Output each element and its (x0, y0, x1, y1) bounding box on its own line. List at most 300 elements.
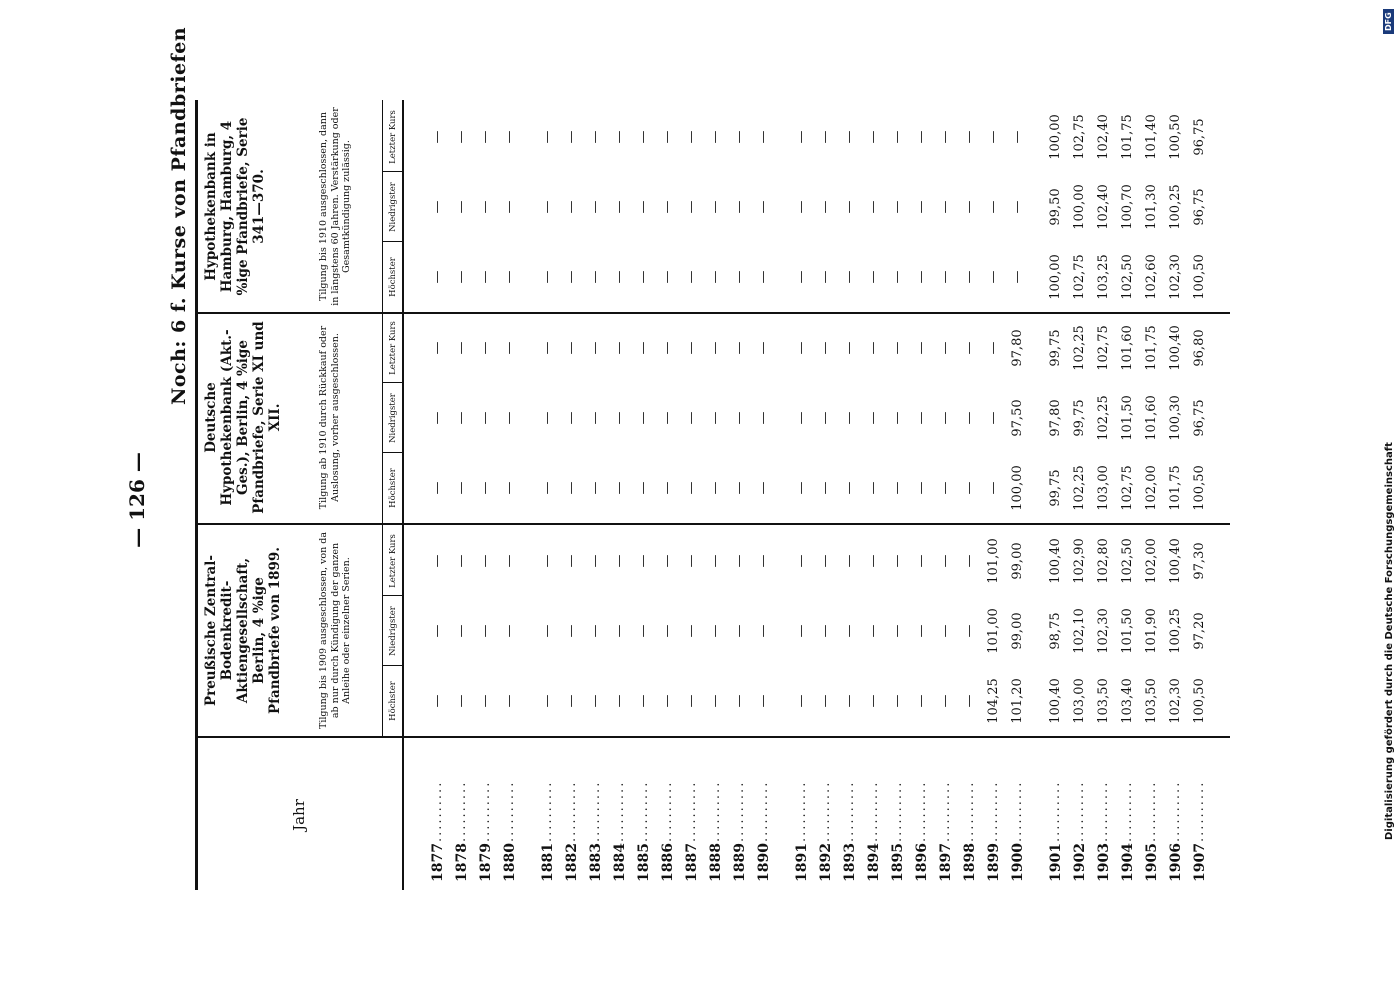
leader-dots: .......... (708, 780, 723, 842)
table-cell: — (794, 694, 809, 708)
table-cell: — (564, 130, 579, 144)
table-cell: — (478, 270, 493, 284)
table-cell: — (708, 130, 723, 144)
year-label: 1880 (502, 843, 518, 882)
table-cell: — (866, 130, 881, 144)
table-cell: — (914, 341, 929, 355)
table-cell: — (564, 270, 579, 284)
table-cell: — (588, 481, 603, 495)
table-cell: — (986, 130, 1001, 144)
table-cell: — (732, 481, 747, 495)
table-cell: — (564, 624, 579, 638)
table-cell: — (732, 554, 747, 568)
year-label: 1877 (430, 843, 446, 882)
table-cell: — (588, 694, 603, 708)
table-cell: — (502, 130, 517, 144)
table-cell: — (842, 200, 857, 214)
table-cell: 103,00 (1072, 678, 1087, 724)
table-cell: — (684, 270, 699, 284)
table-cell: — (794, 554, 809, 568)
year-label: 1889 (732, 843, 748, 882)
table-cell: — (636, 554, 651, 568)
table-cell: — (890, 270, 905, 284)
running-title: Noch: 6 f. Kurse von Pfandbriefen (168, 26, 190, 405)
table-cell: — (938, 554, 953, 568)
leader-dots: .......... (454, 780, 469, 842)
table-cell: — (502, 694, 517, 708)
table-cell: 100,40 (1048, 538, 1063, 584)
table-cell: — (430, 624, 445, 638)
table-cell: — (756, 200, 771, 214)
table-cell: 101,60 (1144, 395, 1159, 441)
dfg-logo: DFG (1383, 9, 1394, 34)
table-cell: — (684, 341, 699, 355)
table-cell: — (454, 624, 469, 638)
bank-divider-1 (195, 523, 1230, 525)
table-cell: — (502, 270, 517, 284)
table-cell: — (756, 341, 771, 355)
table-cell: — (818, 554, 833, 568)
table-cell: — (708, 341, 723, 355)
leader-dots: .......... (1120, 780, 1135, 842)
table-cell: — (842, 270, 857, 284)
table-cell: — (914, 481, 929, 495)
col-header: Letzter Kurs (388, 534, 398, 588)
table-cell: — (588, 200, 603, 214)
table-cell: — (660, 624, 675, 638)
table-cell: — (430, 554, 445, 568)
subcol-rule (382, 171, 404, 172)
table-cell: 97,50 (1010, 399, 1025, 437)
year-label: 1883 (588, 843, 604, 882)
table-cell: — (890, 694, 905, 708)
table-cell: — (708, 694, 723, 708)
table-cell: 101,75 (1144, 325, 1159, 371)
table-cell: — (866, 200, 881, 214)
table-cell: — (636, 130, 651, 144)
table-cell: — (612, 624, 627, 638)
table-cell: — (708, 554, 723, 568)
table-cell: — (454, 200, 469, 214)
table-cell: — (502, 411, 517, 425)
table-cell: — (986, 411, 1001, 425)
year-label: 1885 (636, 843, 652, 882)
table-cell: 103,40 (1120, 678, 1135, 724)
table-cell: 96,75 (1192, 188, 1207, 226)
table-cell: — (660, 481, 675, 495)
table-cell: 100,25 (1168, 184, 1183, 230)
table-cell: — (962, 270, 977, 284)
table-cell: — (540, 624, 555, 638)
table-cell: — (890, 130, 905, 144)
table-cell: — (502, 341, 517, 355)
table-cell: 96,80 (1192, 329, 1207, 367)
subcol-rule (382, 382, 404, 383)
table-cell: — (564, 694, 579, 708)
table-cell: 96,75 (1192, 399, 1207, 437)
table-cell: — (866, 341, 881, 355)
year-label: 1890 (756, 843, 772, 882)
table-cell: — (612, 694, 627, 708)
leader-dots: .......... (962, 780, 977, 842)
table-cell: — (938, 270, 953, 284)
table-cell: — (454, 554, 469, 568)
table-cell: — (890, 200, 905, 214)
year-label: 1884 (612, 843, 628, 882)
table-header-rule (402, 100, 404, 890)
table-cell: — (612, 481, 627, 495)
table-top-rule (195, 100, 198, 890)
table-cell: — (914, 130, 929, 144)
leader-dots: .......... (478, 780, 493, 842)
table-cell: — (564, 481, 579, 495)
funding-note: Digitalisierung gefördert durch die Deutsche Forschungsgemeinschaft (1384, 442, 1395, 840)
subcol-rule (382, 241, 404, 242)
table-cell: — (540, 341, 555, 355)
table-cell: — (962, 694, 977, 708)
table-cell: — (866, 694, 881, 708)
table-cell: — (478, 694, 493, 708)
table-cell: 96,75 (1192, 118, 1207, 156)
table-cell: — (502, 200, 517, 214)
table-cell: — (588, 130, 603, 144)
table-cell: — (818, 481, 833, 495)
table-cell: — (986, 200, 1001, 214)
table-cell: — (478, 624, 493, 638)
table-cell: — (938, 481, 953, 495)
table-cell: — (818, 200, 833, 214)
table-cell: 102,25 (1072, 325, 1087, 371)
table-cell: — (962, 481, 977, 495)
leader-dots: .......... (660, 780, 675, 842)
table-cell: — (732, 624, 747, 638)
table-cell: — (866, 270, 881, 284)
table-cell: — (660, 270, 675, 284)
table-cell: — (660, 411, 675, 425)
table-cell: 100,50 (1192, 465, 1207, 511)
page-number: — 126 — (125, 452, 149, 548)
table-cell: — (660, 341, 675, 355)
table-cell: 100,40 (1168, 538, 1183, 584)
col-header: Höchster (388, 468, 398, 508)
year-column-rule (195, 736, 1230, 738)
table-cell: — (756, 554, 771, 568)
leader-dots: .......... (1072, 780, 1087, 842)
table-cell: — (732, 694, 747, 708)
table-cell: 102,75 (1072, 114, 1087, 160)
leader-dots: .......... (914, 780, 929, 842)
table-cell: 103,00 (1096, 465, 1111, 511)
table-cell: — (684, 130, 699, 144)
table-cell: — (454, 694, 469, 708)
table-cell: — (564, 341, 579, 355)
year-label: 1906 (1168, 843, 1184, 882)
table-cell: 97,80 (1010, 329, 1025, 367)
leader-dots: .......... (684, 780, 699, 842)
leader-dots: .......... (612, 780, 627, 842)
table-cell: — (756, 411, 771, 425)
bank-title-1: Preußische Zentral-Bodenkredit-Aktiengesellschaft, Berlin, 4 %ige Pfandbriefe von 1899. (203, 547, 283, 714)
table-cell: 102,40 (1096, 184, 1111, 230)
bank-note-1: Tilgung bis 1909 ausgeschlossen, von da ab nur durch Kündigung der ganzen Anleihe oder einzelner Serien. (318, 532, 352, 729)
bank-note-3: Tilgung bis 1910 ausgeschlossen, dann in längstens 60 Jahren. Verstärkung oder Gesamtkündigung zulässig. (318, 107, 352, 306)
year-label: 1892 (818, 843, 834, 882)
col-header: Höchster (388, 257, 398, 297)
year-label: 1907 (1192, 843, 1208, 882)
table-cell: — (962, 624, 977, 638)
table-cell: — (684, 200, 699, 214)
table-cell: — (636, 694, 651, 708)
table-cell: 99,75 (1048, 469, 1063, 507)
table-cell: 97,30 (1192, 542, 1207, 580)
table-cell: — (914, 554, 929, 568)
table-cell: — (478, 411, 493, 425)
table-cell: — (612, 130, 627, 144)
table-cell: — (454, 411, 469, 425)
year-label: 1896 (914, 843, 930, 882)
year-label: 1894 (866, 843, 882, 882)
table-cell: 102,80 (1096, 538, 1111, 584)
year-label: 1903 (1096, 843, 1112, 882)
table-cell: — (454, 341, 469, 355)
leader-dots: .......... (430, 780, 445, 842)
table-cell: 101,50 (1120, 395, 1135, 441)
table-cell: — (430, 200, 445, 214)
leader-dots: .......... (890, 780, 905, 842)
table-cell: — (430, 411, 445, 425)
table-cell: — (818, 130, 833, 144)
table-cell: 102,00 (1144, 538, 1159, 584)
table-cell: — (612, 554, 627, 568)
table-cell: — (756, 270, 771, 284)
table-cell: 100,50 (1192, 254, 1207, 300)
table-cell: — (588, 341, 603, 355)
table-cell: — (564, 554, 579, 568)
leader-dots: .......... (756, 780, 771, 842)
table-cell: 101,00 (986, 538, 1001, 584)
table-cell: — (866, 554, 881, 568)
subcol-rule (382, 665, 404, 666)
table-cell: — (794, 411, 809, 425)
table-cell: — (612, 411, 627, 425)
table-cell: — (842, 341, 857, 355)
table-cell: 101,60 (1120, 325, 1135, 371)
table-cell: — (842, 481, 857, 495)
table-cell: — (454, 130, 469, 144)
table-cell: — (732, 200, 747, 214)
table-cell: — (914, 200, 929, 214)
table-cell: 99,75 (1072, 399, 1087, 437)
table-cell: 102,50 (1120, 254, 1135, 300)
table-cell: — (890, 624, 905, 638)
leader-dots: .......... (1168, 780, 1183, 842)
table-cell: — (660, 200, 675, 214)
table-cell: 102,30 (1168, 254, 1183, 300)
subcol-rule (382, 452, 404, 453)
table-cell: — (732, 411, 747, 425)
table-cell: — (430, 270, 445, 284)
table-cell: — (478, 130, 493, 144)
table-cell: 101,30 (1144, 184, 1159, 230)
subheader-rule (382, 100, 383, 736)
table-cell: — (938, 200, 953, 214)
table-cell: — (430, 694, 445, 708)
table-cell: — (684, 411, 699, 425)
table-cell: — (478, 200, 493, 214)
table-cell: — (938, 130, 953, 144)
table-cell: — (540, 481, 555, 495)
table-cell: 102,75 (1120, 465, 1135, 511)
year-label: 1881 (540, 843, 556, 882)
table-cell: — (430, 481, 445, 495)
table-cell: 99,50 (1048, 188, 1063, 226)
table-cell: — (842, 130, 857, 144)
table-cell: — (818, 694, 833, 708)
table-cell: — (962, 341, 977, 355)
table-cell: — (502, 624, 517, 638)
table-cell: — (636, 200, 651, 214)
year-label: 1900 (1010, 843, 1026, 882)
table-cell: — (756, 694, 771, 708)
table-cell: — (564, 200, 579, 214)
leader-dots: .......... (540, 780, 555, 842)
table-cell: — (818, 341, 833, 355)
table-cell: — (914, 694, 929, 708)
table-cell: 104,25 (986, 678, 1001, 724)
table-cell: — (636, 341, 651, 355)
table-cell: 101,20 (1010, 678, 1025, 724)
table-cell: — (502, 554, 517, 568)
table-cell: — (986, 481, 1001, 495)
table-cell: — (684, 694, 699, 708)
table-cell: 99,00 (1010, 542, 1025, 580)
table-cell: — (660, 694, 675, 708)
table-cell: — (588, 270, 603, 284)
leader-dots: .......... (1096, 780, 1111, 842)
table-cell: — (890, 481, 905, 495)
table-cell: — (794, 481, 809, 495)
table-cell: 97,80 (1048, 399, 1063, 437)
table-cell: 101,00 (986, 608, 1001, 654)
table-cell: 103,50 (1096, 678, 1111, 724)
leader-dots: .......... (588, 780, 603, 842)
year-label: 1897 (938, 843, 954, 882)
table-cell: — (866, 481, 881, 495)
table-cell: — (708, 624, 723, 638)
leader-dots: .......... (842, 780, 857, 842)
table-cell: 101,75 (1168, 465, 1183, 511)
table-cell: — (636, 411, 651, 425)
table-cell: 102,75 (1096, 325, 1111, 371)
table-cell: 102,90 (1072, 538, 1087, 584)
table-cell: — (430, 130, 445, 144)
table-cell: — (612, 341, 627, 355)
table-cell: — (540, 130, 555, 144)
table-cell: 102,10 (1072, 608, 1087, 654)
year-label: 1887 (684, 843, 700, 882)
year-header: Jahr (290, 799, 308, 831)
year-label: 1879 (478, 843, 494, 882)
leader-dots: .......... (1048, 780, 1063, 842)
table-cell: — (842, 411, 857, 425)
table-cell: 103,25 (1096, 254, 1111, 300)
table-cell: — (684, 554, 699, 568)
table-cell: 100,50 (1192, 678, 1207, 724)
leader-dots: .......... (866, 780, 881, 842)
table-cell: 100,50 (1168, 114, 1183, 160)
col-header: Höchster (388, 681, 398, 721)
year-label: 1904 (1120, 843, 1136, 882)
table-cell: — (732, 341, 747, 355)
table-cell: 102,30 (1096, 608, 1111, 654)
table-cell: — (1010, 270, 1025, 284)
table-cell: 100,40 (1168, 325, 1183, 371)
table-cell: 102,25 (1072, 465, 1087, 511)
year-label: 1895 (890, 843, 906, 882)
table-cell: — (756, 130, 771, 144)
leader-dots: .......... (938, 780, 953, 842)
leader-dots: .......... (636, 780, 651, 842)
table-cell: — (794, 200, 809, 214)
table-cell: 102,40 (1096, 114, 1111, 160)
table-cell: 99,00 (1010, 612, 1025, 650)
year-label: 1898 (962, 843, 978, 882)
table-cell: — (962, 411, 977, 425)
table-cell: — (732, 130, 747, 144)
table-cell: — (478, 341, 493, 355)
table-cell: 101,90 (1144, 608, 1159, 654)
year-label: 1902 (1072, 843, 1088, 882)
table-cell: — (818, 624, 833, 638)
table-cell: — (842, 694, 857, 708)
col-header: Niedrigster (388, 182, 398, 232)
table-cell: 101,75 (1120, 114, 1135, 160)
leader-dots: .......... (732, 780, 747, 842)
year-label: 1905 (1144, 843, 1160, 882)
table-cell: 100,70 (1120, 184, 1135, 230)
table-cell: — (818, 270, 833, 284)
leader-dots: .......... (986, 780, 1001, 842)
table-cell: — (478, 554, 493, 568)
table-cell: 102,75 (1072, 254, 1087, 300)
table-cell: — (1010, 200, 1025, 214)
table-cell: — (502, 481, 517, 495)
table-cell: 100,00 (1072, 184, 1087, 230)
table-cell: 101,40 (1144, 114, 1159, 160)
table-cell: — (938, 624, 953, 638)
year-label: 1893 (842, 843, 858, 882)
table-cell: — (540, 411, 555, 425)
table-cell: 97,20 (1192, 612, 1207, 650)
leader-dots: .......... (1010, 780, 1025, 842)
leader-dots: .......... (502, 780, 517, 842)
table-cell: 102,25 (1096, 395, 1111, 441)
table-cell: — (756, 624, 771, 638)
table-cell: 102,30 (1168, 678, 1183, 724)
table-cell: — (842, 554, 857, 568)
bank-note-2: Tilgung ab 1910 durch Rückkauf oder Auslosung, vorher ausgeschlossen. (318, 325, 341, 510)
table-cell: 99,75 (1048, 329, 1063, 367)
table-cell: — (684, 481, 699, 495)
table-cell: — (794, 270, 809, 284)
table-cell: — (430, 341, 445, 355)
table-cell: — (612, 270, 627, 284)
table-cell: — (612, 200, 627, 214)
leader-dots: .......... (818, 780, 833, 842)
table-cell: — (454, 481, 469, 495)
table-cell: — (938, 341, 953, 355)
table-cell: — (636, 624, 651, 638)
